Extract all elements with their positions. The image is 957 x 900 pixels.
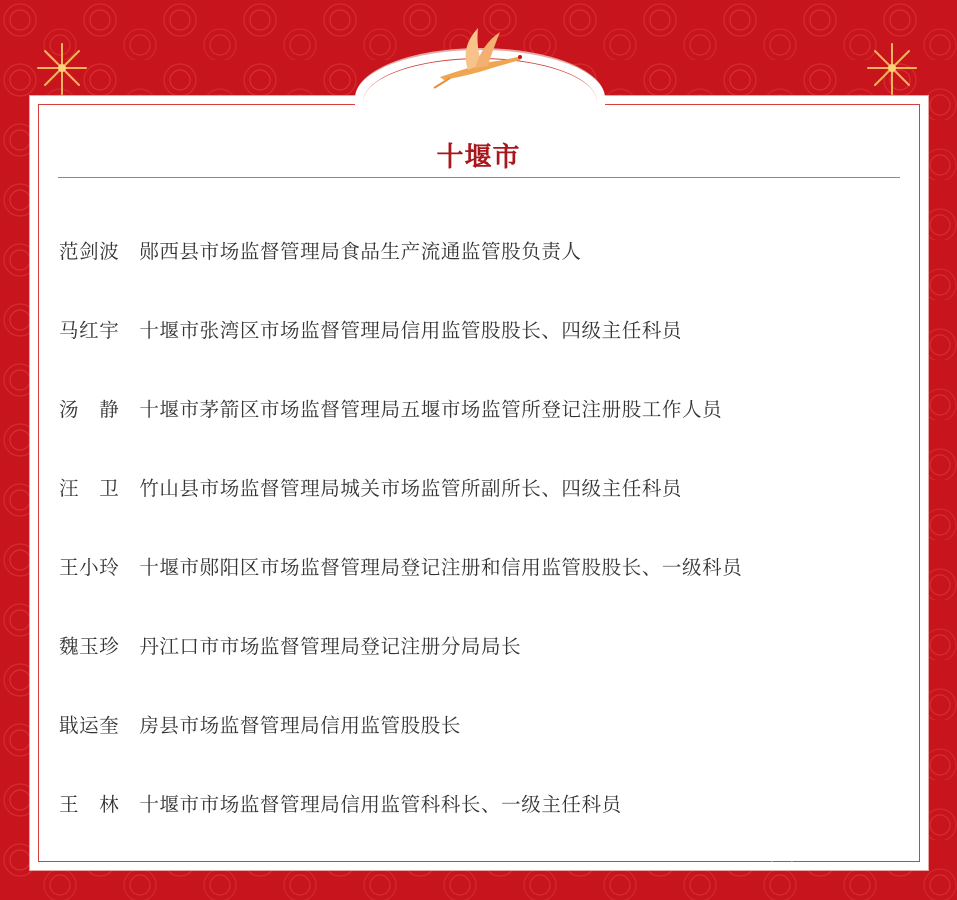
- list-item: [59, 474, 682, 504]
- firework-icon: [862, 38, 922, 98]
- list-item: [59, 237, 582, 267]
- list-item: [59, 632, 521, 662]
- title-divider: [58, 177, 900, 178]
- person-position: 十堰市张湾区市场监督管理局信用监管股股长、四级主任科员: [139, 320, 683, 342]
- person-name: 戢运奎: [59, 715, 120, 737]
- firework-icon: [32, 38, 92, 98]
- person-position: 竹山县市场监督管理局城关市场监管所副所长、四级主任科员: [139, 478, 683, 500]
- list-item: [59, 316, 682, 346]
- person-name: 范剑波: [59, 241, 120, 263]
- person-name: 汤 静: [59, 399, 120, 421]
- person-name: 魏玉珍: [59, 636, 120, 658]
- list-item: [59, 553, 742, 583]
- person-name: 王小玲: [59, 557, 120, 579]
- person-position: 十堰市市场监督管理局信用监管科科长、一级主任科员: [139, 794, 622, 816]
- page-title: 十堰市: [436, 142, 521, 172]
- person-name: 汪 卫: [59, 478, 120, 500]
- person-name: 马红宇: [59, 320, 120, 342]
- person-position: 郧西县市场监督管理局食品生产流通监管股负责人: [139, 241, 582, 263]
- person-position: 房县市场监督管理局信用监管股股长: [139, 715, 461, 737]
- crane-icon: [430, 22, 530, 92]
- list-item: [59, 395, 722, 425]
- list-item: [59, 711, 461, 741]
- watermark-logo: [770, 845, 910, 867]
- person-position: 十堰市茅箭区市场监督管理局五堰市场监管所登记注册股工作人员: [139, 399, 723, 421]
- person-position: 十堰市郧阳区市场监督管理局登记注册和信用监管股股长、一级科员: [139, 557, 743, 579]
- person-name: 王 林: [59, 794, 120, 816]
- person-position: 丹江口市市场监督管理局登记注册分局局长: [139, 636, 522, 658]
- list-item: [59, 790, 622, 820]
